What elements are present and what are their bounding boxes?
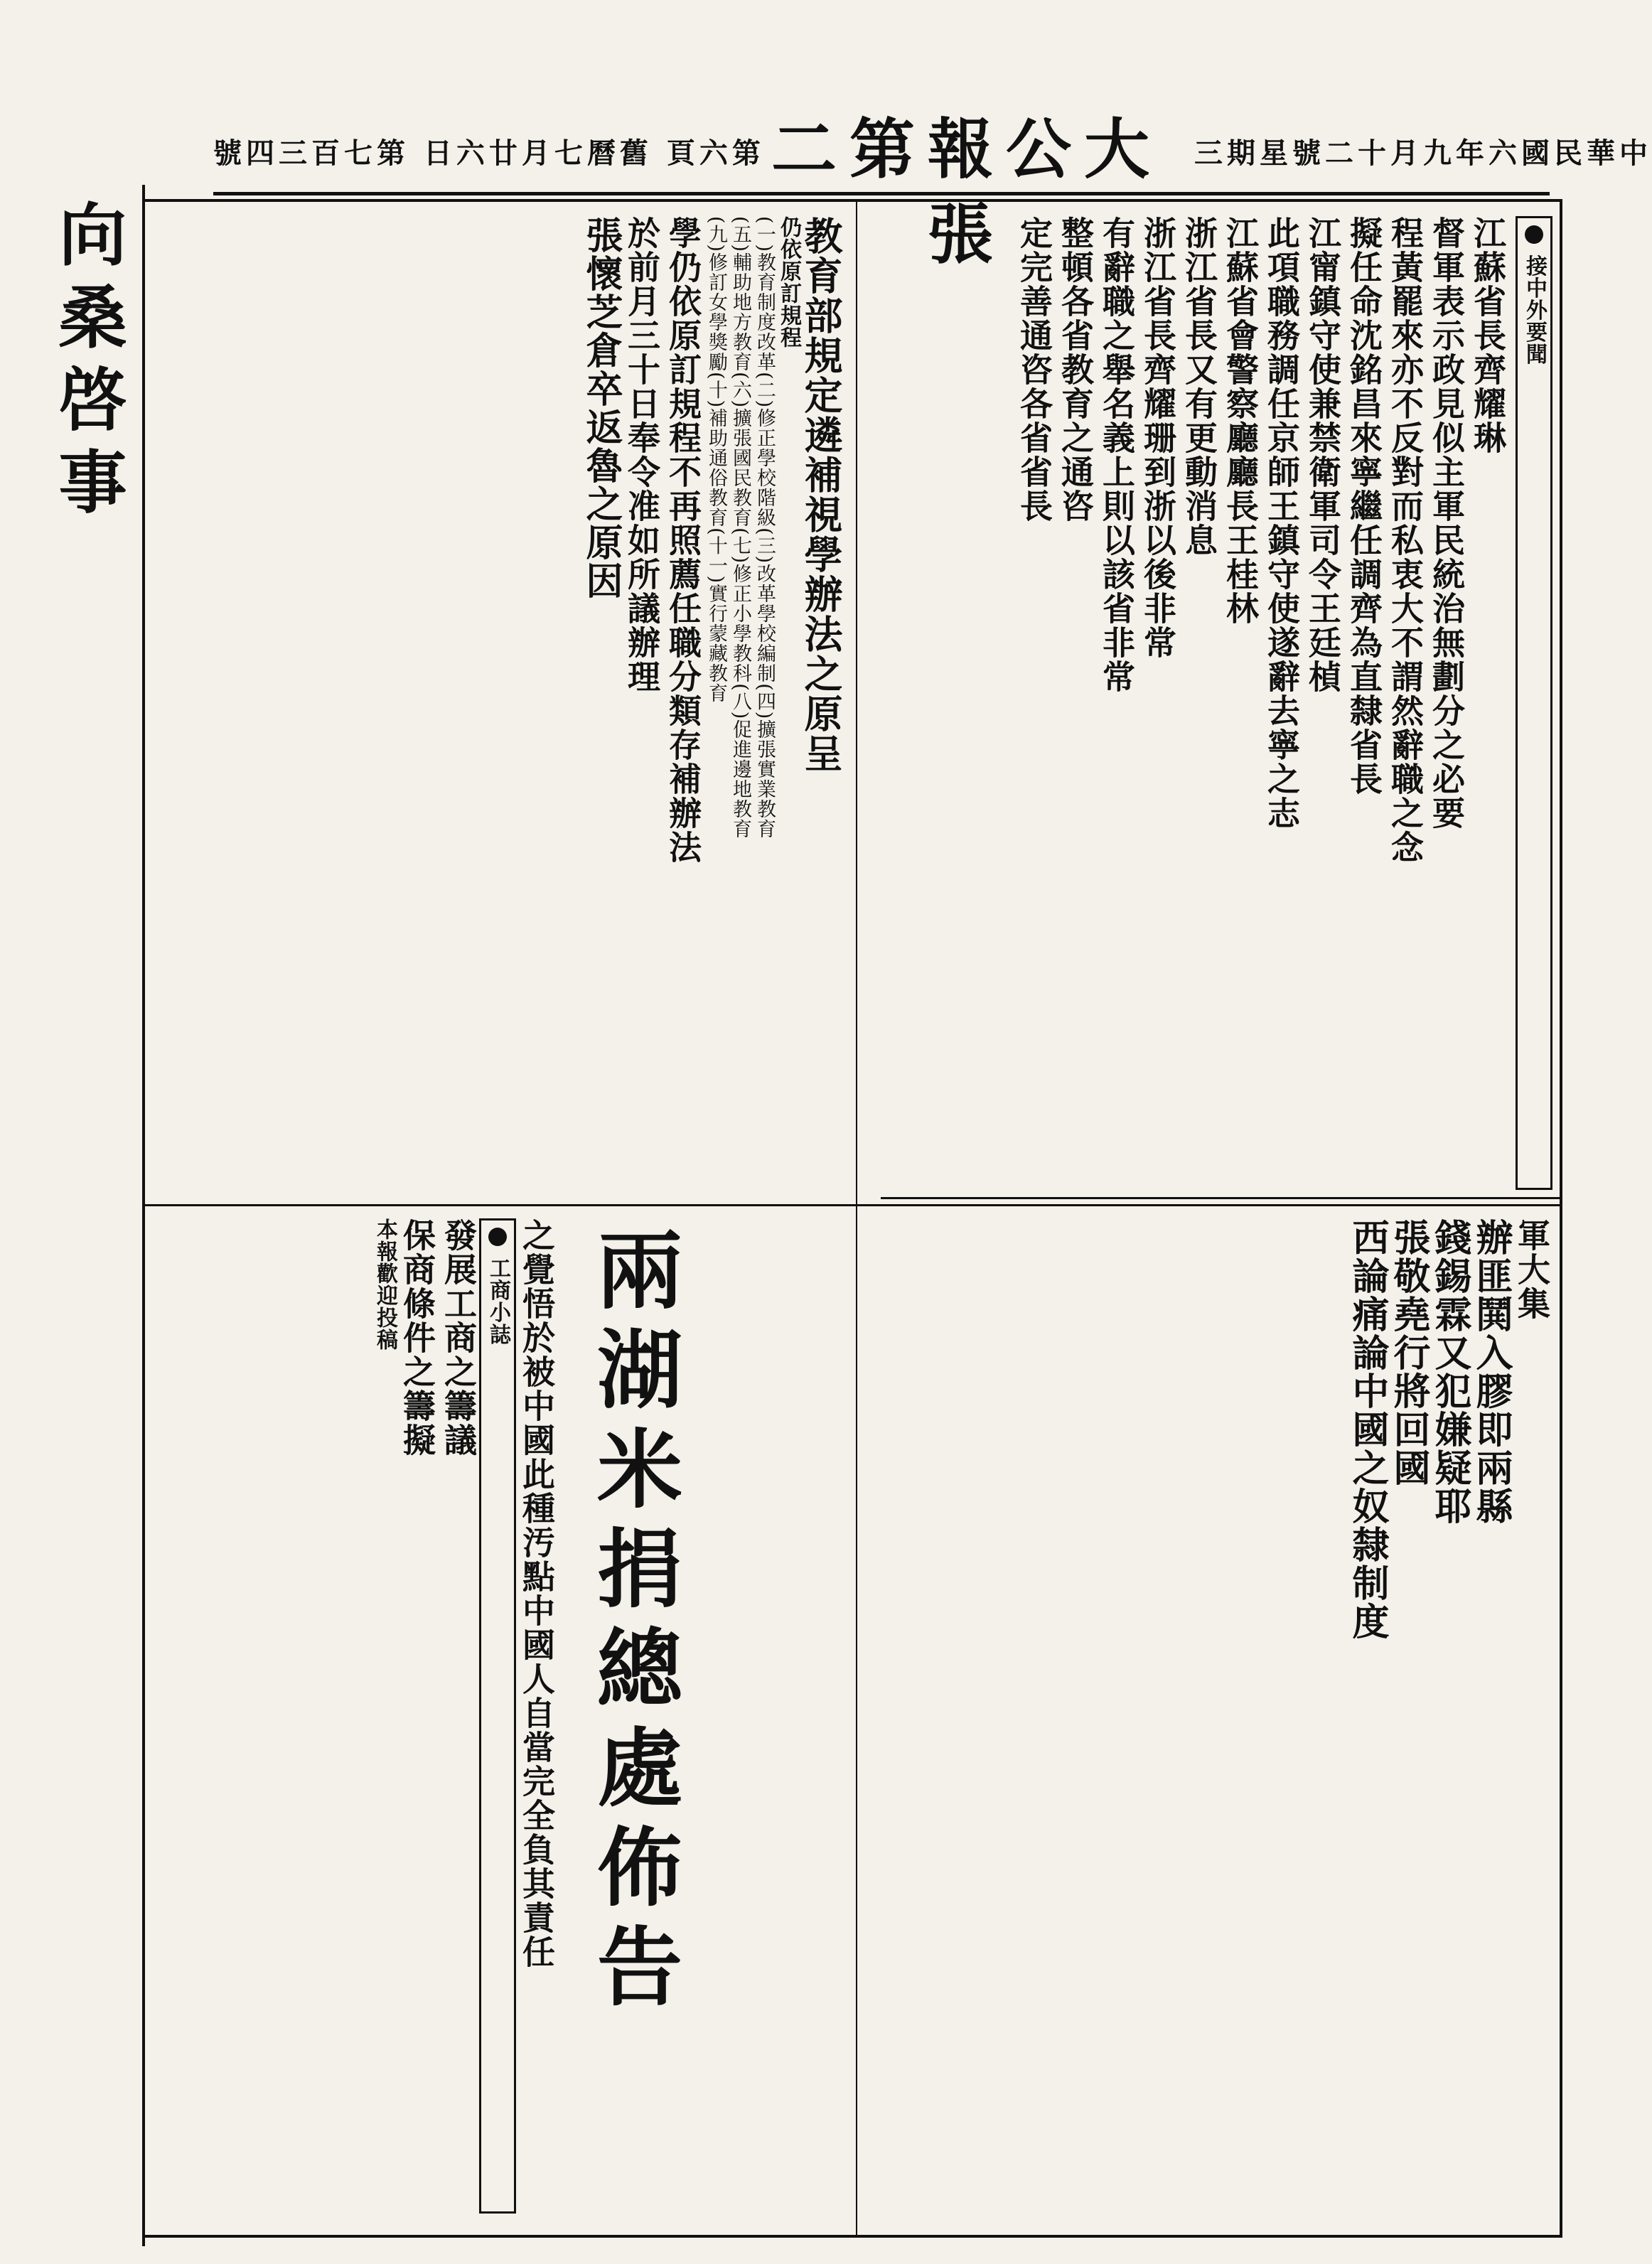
regional-news-block: 軍大集 辦匪鬨入膠即兩縣 錢錫霖又犯嫌疑耶 張敬堯行將回國 西論痛論中國之奴隸制度	[1346, 1218, 1551, 1641]
left-ad-title: 向桑啓事	[48, 199, 128, 529]
rice-tax-notice: 兩湖米捐總處佈告	[583, 1225, 683, 2022]
education-block: 教育部規定遴補視學辦法之原呈 仍依原訂規程 (一)教育制度改革(二)修正學校階級(三)改革學校編制(四)擴張實業教育 (五)輔助地方教育(六)擴張國民教育(七)修正小學教科(八)促進邊地教育 (九)修訂女學獎勵(十)補助通俗教育(十一)實行蒙藏教育 學仍依原訂規程不再照薦任職分類存補辦法 於前月三十日奉令准如所議辦理 張懷芝倉卒返魯之原因	[159, 216, 842, 1190]
commerce-block: 之覺悟於被中國此種汚點中國人自當完全負其責任 工商小誌 發展工商之籌議 保商條件之籌擬 本報歡迎投稿	[159, 1218, 557, 2214]
left-ad-column	[0, 185, 145, 2246]
headline-zhang: 張懷芝倉卒返魯之原因	[579, 216, 623, 600]
education-headline: 教育部規定遴補視學辦法之原呈	[798, 216, 844, 773]
masthead	[213, 107, 1652, 273]
bullet-icon	[1525, 225, 1543, 244]
row-divider	[145, 1204, 1560, 1206]
bullet-icon	[488, 1228, 507, 1246]
page-number: 第六頁 舊曆七月廿六日 第七百三四號	[213, 136, 765, 170]
domestic-news-block: 接中外要聞 江蘇省長齊耀琳 督軍表示政見似主軍民統治無劃分之必要 程黃罷來亦不反對而私衷大不謂然辭職之念 擬任命沈銘昌來寧繼任調齊為直隸省長 江甯鎮守使兼禁衛軍司令王廷楨 此項職務調任京師王鎮守使遂辭去寧之志 江蘇省會警察廳廳長王桂林 浙江省長又有更動消息 浙江省長齊耀珊到浙以後非常 有辭職之舉名義上則以該省非常 整頓各省教育之通咨 定完善通咨各省省長	[870, 216, 1552, 1190]
education-item: (一)教育制度改革(二)修正學校階級(三)改革學校編制(四)擴張實業教育	[753, 216, 776, 839]
headline: 江蘇省長齊耀琳	[1469, 216, 1507, 455]
education-item: (九)修訂女學獎勵(十)補助通俗教育(十一)實行蒙藏教育	[705, 216, 727, 704]
footer-note: 本報歡迎投稿	[372, 1218, 397, 1351]
column-divider	[856, 202, 857, 2235]
content-frame	[142, 199, 1562, 2238]
issue-date: 中華民國六年九月十二號星期三	[1194, 136, 1652, 170]
education-item: (五)輔助地方教育(六)擴張國民教育(七)修正小學教科(八)促進邊地教育	[729, 216, 751, 839]
page-title: 大公報第二張	[771, 111, 1162, 273]
section-label: 接中外要聞	[1522, 254, 1547, 365]
